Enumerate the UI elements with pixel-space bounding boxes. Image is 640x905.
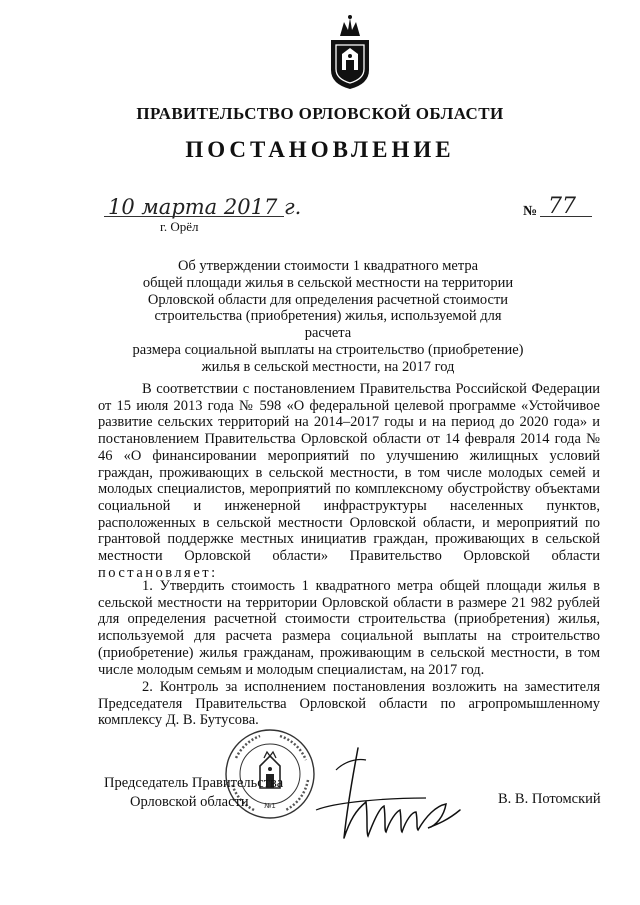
subject-line: размера социальной выплаты на строительство (приобретение) — [132, 341, 524, 358]
number-label: № — [523, 204, 538, 219]
preamble-text: В соответствии с постановлением Правительства Российской Федерации от 15 июля 2013 года № 598 «О федеральной целевой программе «Устойчивое развитие сельских территорий на 2014–2017 годы и на период до 2020 года» и постановлением Правительства Орловской области от 14 февраля 2014 года № 46 «О финансировании мероприятий по улучшению жилищных условий граждан, проживающих в сельской местности, в том числе молодых семей и молодых специалистов, мероприятий по комплексному обустройству объектами социальной и инженерной инфраструктуры населенных пунктов, расположенных в сельской местности Орловской области, и мероприятий по грантовой поддержке местных инициатив граждан, проживающих в сельской местности Орловской области» Правительство Орловской области — [98, 381, 600, 565]
signatory-title-line: Председатель Правительства — [104, 775, 284, 791]
handwritten-number: 77 — [548, 194, 576, 219]
handwritten-signature — [296, 740, 466, 850]
svg-text:№1: №1 — [264, 802, 276, 810]
number-underline — [540, 216, 592, 217]
date-underline — [104, 216, 284, 217]
subject-line: Орловской области для определения расчетной стоимости — [147, 291, 509, 308]
city-label: г. Орёл — [160, 219, 199, 234]
subject-line: общей площади жилья в сельской местности на территории — [142, 274, 514, 291]
subject-line: строительства (приобретения) жилья, используемой для расчета — [154, 308, 502, 342]
signatory-name: В. В. Потомский — [498, 791, 601, 807]
document-type-title: ПОСТАНОВЛЕНИЕ — [185, 137, 455, 162]
resolves-word: постановляет: — [98, 564, 218, 581]
subject-line: Об утверждении стоимости 1 квадратного метра — [177, 258, 479, 274]
document-subject — [130, 258, 526, 376]
item-1-text: 1. Утвердить стоимость 1 квадратного метра общей площади жилья в сельской местности на территории Орловской области в размере 21 982 рублей для определения расчетной стоимости строительства (приобретения) жилья, используемой для расчета размера социальной выплаты на строительство (приобретение) жилья гражданам, проживающим в сельской местности, в том числе молодым семьям и молодым специалистам, на 2017 год. — [98, 578, 600, 678]
government-title: ПРАВИТЕЛЬСТВО ОРЛОВСКОЙ ОБЛАСТИ — [136, 104, 504, 123]
item-1-paragraph — [98, 578, 600, 678]
signatory-title-line: Орловской области — [130, 794, 249, 810]
subject-line: жилья в сельской местности, на 2017 год — [201, 358, 455, 375]
handwritten-date: 10 марта 2017 г. — [108, 195, 302, 219]
coat-of-arms-emblem — [326, 14, 374, 90]
item-2-paragraph — [98, 679, 600, 729]
preamble-paragraph — [98, 381, 600, 581]
item-2-text: 2. Контроль за исполнением постановления возложить на заместителя Председателя Правительства Орловской области по агропромышленному комплексу Д. В. Бутусова. — [98, 679, 600, 729]
signatory-title — [104, 774, 283, 812]
